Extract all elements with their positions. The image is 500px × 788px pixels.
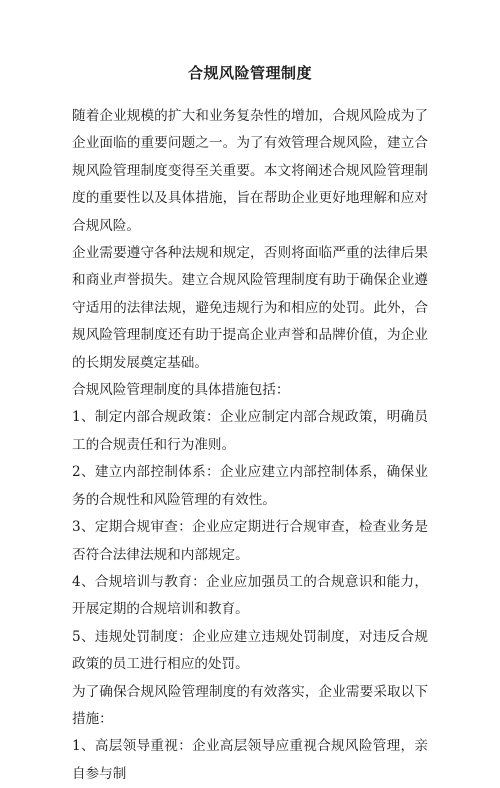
list-item-measure-3: 3、定期合规审查：企业应定期进行合规审查，检查业务是否符合法律法规和内部规定。 [72,519,428,563]
paragraph-implementation-heading: 为了确保合规风险管理制度的有效落实，企业需要采取以下措施： [72,683,428,727]
list-item-measure-2: 2、建立内部控制体系：企业应建立内部控制体系，确保业务的合规性和风险管理的有效性。 [72,464,428,508]
paragraph-intro: 随着企业规模的扩大和业务复杂性的增加，合规风险成为了企业面临的重要问题之一。为了有效管理合规风险，建立合规风险管理制度变得至关重要。本文将阐述合规风险管理制度的重要性以及具体措施，旨在帮助企业更好地理解和应对合规风险。 [72,108,428,234]
list-item-measure-1: 1、制定内部合规政策：企业应制定内部合规政策，明确员工的合规责任和行为准则。 [72,409,428,453]
list-item-implementation-1: 1、高层领导重视：企业高层领导应重视合规风险管理，亲自参与制 [72,738,428,782]
list-item-measure-5: 5、违规处罚制度：企业应建立违规处罚制度，对违反合规政策的员工进行相应的处罚。 [72,628,428,673]
list-item-measure-4: 4、合规培训与教育：企业应加强员工的合规意识和能力，开展定期的合规培训和教育。 [72,573,428,618]
paragraph-measures-heading: 合规风险管理制度的具体措施包括： [72,382,290,399]
document-title: 合规风险管理制度 [187,64,312,82]
paragraph-importance: 企业需要遵守各种法规和规定，否则将面临严重的法律后果和商业声誉损失。建立合规风险管理制度有助于确保企业遵守适用的法律法规，避免违规行为和相应的处罚。此外，合规风险管理制度还有助于提高企业声誉和品牌价值，为企业的长期发展奠定基础。 [72,245,428,371]
